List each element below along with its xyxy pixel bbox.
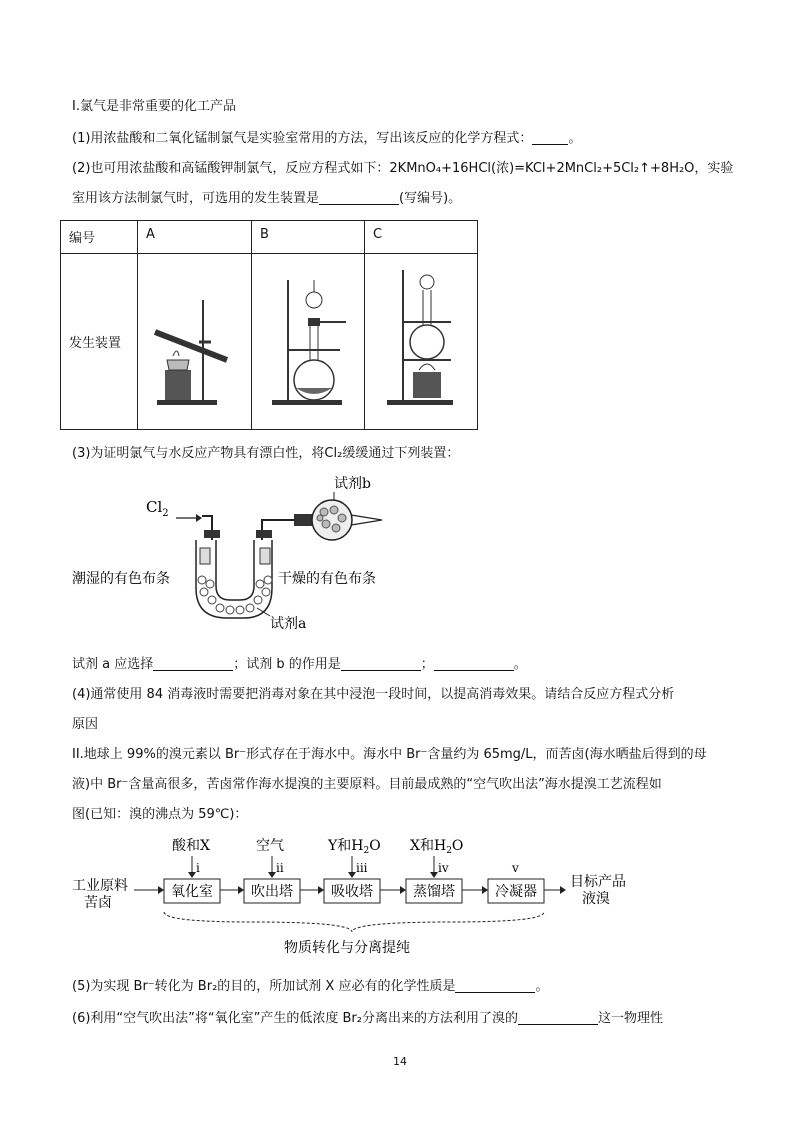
input-label-1: 工业原料: [72, 878, 128, 894]
question-5: [72, 978, 548, 996]
question-2-end: (写编号)。: [399, 191, 462, 206]
wet-cloth-label: 潮湿的有色布条: [72, 571, 170, 587]
question-2-text: 室用该方法制氯气时，可选用的发生装置是: [72, 191, 320, 206]
answer-blank[interactable]: [153, 656, 233, 671]
apparatus-c-drawing: [373, 260, 469, 408]
blow-out-tower-label: 吹出塔: [251, 884, 293, 900]
table-row-label: 发生装置: [61, 254, 138, 430]
output-label-2: 液溴: [582, 891, 610, 907]
answer-blank[interactable]: [455, 978, 535, 993]
answer-blank[interactable]: [434, 656, 514, 671]
input-acid-x: 酸和X: [172, 838, 210, 854]
oxidation-room-label: 氧化室: [171, 884, 213, 900]
page-number: 14: [393, 1055, 407, 1068]
question-2-line1: (2)也可用浓盐酸和高锰酸钾制氯气，反应方程式如下：2KMnO₄+16HCl(浓)=KCl+2MnCl₂+5Cl₂↑+8H₂O，实验: [72, 161, 734, 176]
input-x-water: X和$H_2O$: [410, 838, 464, 856]
condenser-label: 冷凝器: [495, 884, 537, 900]
question-4-line1: (4)通常使用 84 消毒液时需要把消毒对象在其中浸泡一段时间，以提高消毒效果。请结合反应方程式分析: [72, 687, 675, 702]
table-header-label: 编号: [61, 221, 138, 254]
apparatus-c: [365, 254, 478, 430]
bleach-test-diagram: [72, 468, 452, 633]
question-1-end: 。: [568, 131, 582, 146]
q3-separator: ；: [420, 657, 434, 672]
step-v: v: [512, 861, 519, 875]
section2-line1: II.地球上 99%的溴元素以 Br⁻形式存在于海水中。海水中 Br⁻含量约为 65mg/L，而苦卤(海水晒盐后得到的母: [72, 747, 707, 762]
table-header-b: B: [252, 221, 365, 254]
answer-blank[interactable]: [518, 1010, 598, 1025]
cl2-label: $Cl_2$: [146, 498, 169, 519]
table-header-a: A: [138, 221, 252, 254]
answer-blank[interactable]: [532, 130, 568, 145]
answer-blank[interactable]: [319, 190, 399, 205]
question-1-text: (1)用浓盐酸和二氧化锰制氯气是实验室常用的方法，写出该反应的化学方程式：: [72, 131, 533, 146]
answer-blank[interactable]: [341, 656, 421, 671]
input-label-2: 苦卤: [84, 895, 112, 911]
table-header-c: C: [365, 221, 478, 254]
dry-cloth-label: 干燥的有色布条: [278, 571, 376, 587]
step-i: i: [196, 861, 200, 875]
step-ii: ii: [276, 861, 284, 875]
input-y-water: Y和$H_2O$: [328, 838, 381, 856]
q3-answer-a-text: 试剂 a 应选择: [72, 657, 154, 672]
question-6: [72, 1010, 663, 1028]
question-6-end: 这一物理性: [597, 1011, 663, 1026]
question-1: [72, 130, 581, 148]
step-iv: iv: [438, 861, 449, 875]
step-iii: iii: [356, 861, 368, 875]
absorption-tower-label: 吸收塔: [331, 884, 373, 900]
question-6-text: (6)利用“空气吹出法”将“氧化室”产生的低浓度 Br₂分离出来的方法利用了溴的: [72, 1011, 518, 1026]
apparatus-b-drawing: [260, 260, 356, 408]
brace-label: 物质转化与分离提纯: [284, 940, 410, 956]
output-label-1: 目标产品: [570, 874, 626, 890]
q3-end: 。: [513, 657, 527, 672]
section-heading: I.氯气是非常重要的化工产品: [72, 99, 236, 114]
q3-answer-b-text: ；试剂 b 的作用是: [233, 657, 341, 672]
distillation-tower-label: 蒸馏塔: [413, 884, 455, 900]
apparatus-a-drawing: [147, 260, 243, 408]
question-5-text: (5)为实现 Br⁻转化为 Br₂的目的，所加试剂 X 应必有的化学性质是: [72, 979, 456, 994]
question-3: (3)为证明氯气与水反应产物具有漂白性，将Cl₂缓缓通过下列装置：: [72, 446, 460, 461]
apparatus-b: [252, 254, 365, 430]
input-air: 空气: [256, 838, 284, 854]
section2-line2: 液)中 Br⁻含量高很多，苦卤常作海水提溴的主要原料。目前最成熟的“空气吹出法”海水提溴工艺流程如: [72, 777, 662, 792]
question-5-end: 。: [535, 979, 549, 994]
apparatus-a: [138, 254, 252, 430]
bromine-flow-diagram: [72, 836, 722, 964]
apparatus-table: [60, 220, 478, 430]
question-3-answer: [72, 656, 527, 674]
section2-line3: 图(已知：溴的沸点为 59℃)：: [72, 807, 248, 822]
question-4-line2: 原因: [72, 717, 99, 732]
question-2-line2: [72, 190, 461, 208]
reagent-a-label: 试剂a: [270, 616, 307, 632]
reagent-b-label: 试剂b: [334, 476, 371, 492]
